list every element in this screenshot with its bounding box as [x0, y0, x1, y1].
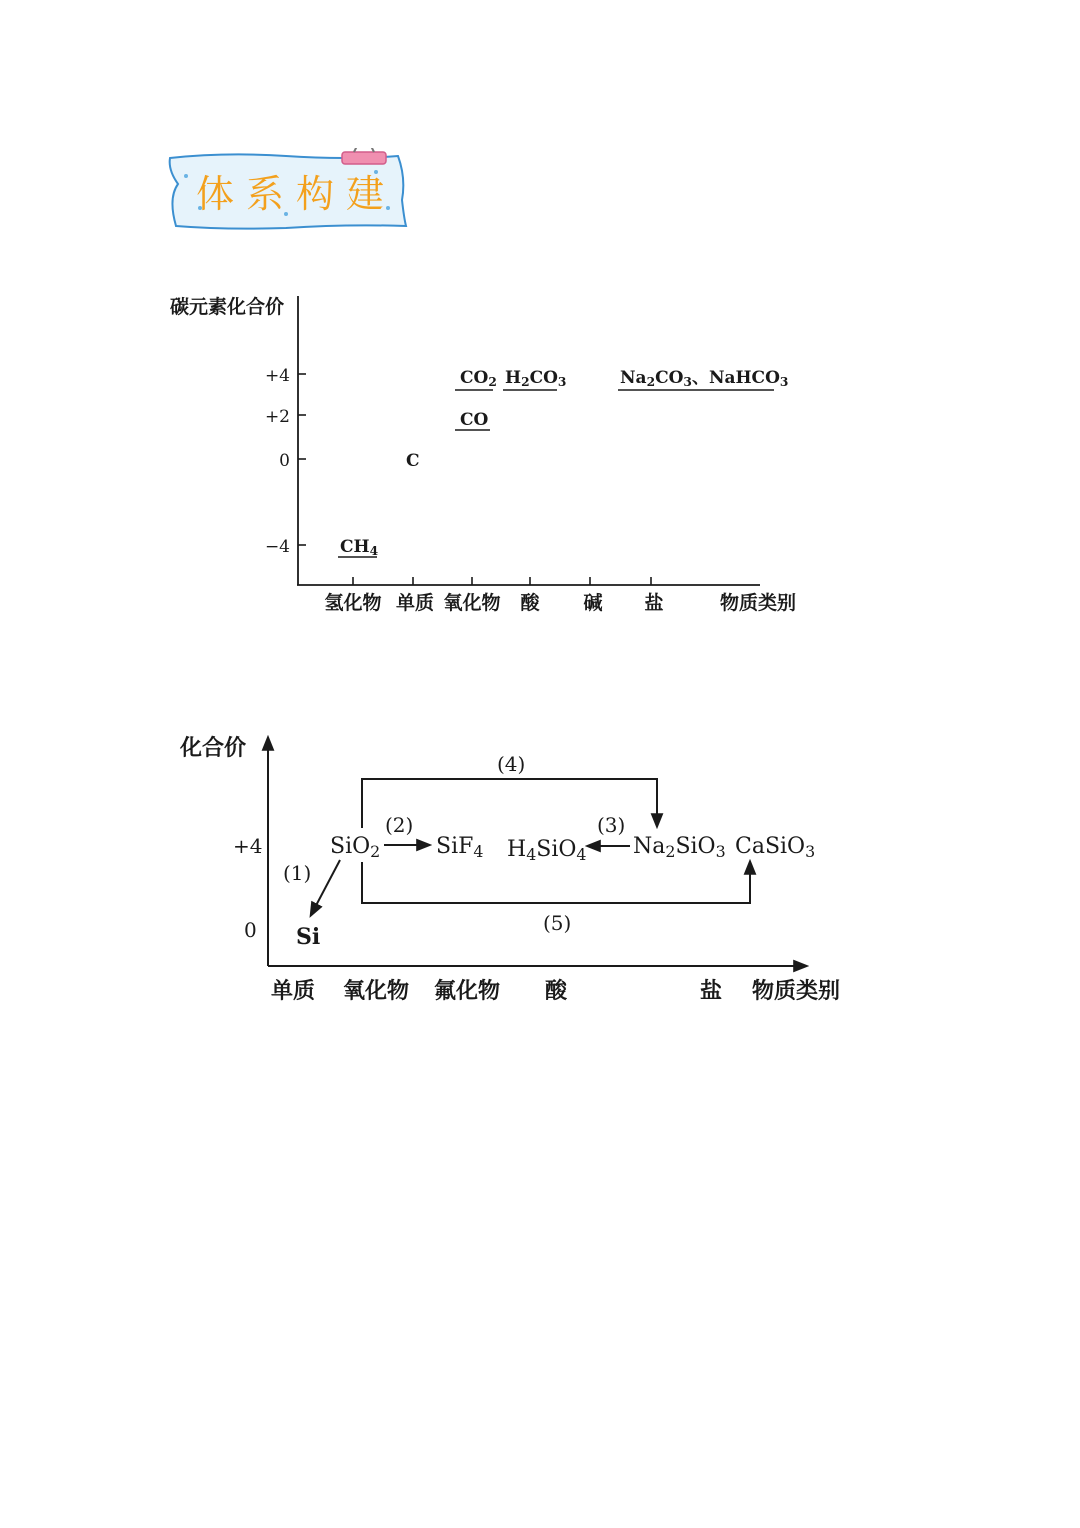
carbon-y-tick-plus4: +4	[264, 366, 290, 386]
reaction-1-arrow	[311, 860, 340, 915]
silicon-sif4: SiF4	[436, 834, 484, 861]
carbon-x-category-salt: 盐	[644, 592, 664, 614]
carbon-x-category-base: 碱	[583, 592, 603, 614]
carbon-y-axis-label: 碳元素化合价	[170, 296, 285, 318]
silicon-h4sio4: H4SiO4	[507, 837, 587, 864]
silicon-sio2: SiO2	[330, 834, 381, 861]
silicon-y-tick-0: 0	[244, 918, 257, 942]
silicon-x-category-fluoride: 氟化物	[433, 978, 501, 1004]
carbon-x-axis-label: 物质类别	[719, 592, 797, 614]
silicon-casio3: CaSiO3	[735, 834, 816, 861]
silicon-x-category-salt: 盐	[699, 978, 723, 1004]
silicon-x-category-oxide: 氧化物	[342, 978, 410, 1004]
reaction-5-arrow	[362, 862, 750, 903]
silicon-x-category-acid: 酸	[544, 978, 568, 1004]
carbon-y-tick-0: 0	[279, 451, 290, 471]
carbon-co2: CO2	[460, 368, 497, 389]
carbon-h2co3: H2CO3	[505, 368, 567, 389]
section-title: 体系构建	[196, 172, 397, 216]
reaction-4-label: (4)	[497, 752, 526, 776]
carbon-x-category-oxide: 氧化物	[443, 592, 501, 614]
silicon-y-axis-label: 化合价	[180, 735, 247, 761]
reaction-5-label: (5)	[543, 911, 572, 935]
carbon-y-tick-minus4: −4	[264, 537, 290, 557]
reaction-3-label: (3)	[597, 813, 626, 837]
carbon-co: CO	[460, 410, 489, 430]
carbon-c: C	[406, 451, 420, 471]
carbon-x-category-element: 单质	[395, 592, 435, 614]
silicon-x-axis-label: 物质类别	[751, 978, 841, 1004]
carbon-x-category-hydride: 氢化物	[324, 592, 382, 614]
silicon-y-tick-plus4: +4	[233, 834, 263, 858]
carbon-na2co3-nahco3: Na2CO3、NaHCO3	[620, 368, 789, 389]
silicon-x-category-element: 单质	[270, 978, 316, 1004]
carbon-x-category-acid: 酸	[520, 592, 540, 614]
carbon-ch4: CH4	[340, 537, 379, 558]
silicon-na2sio3: Na2SiO3	[633, 834, 726, 861]
reaction-2-label: (2)	[385, 813, 414, 837]
silicon-si: Si	[296, 924, 321, 950]
carbon-y-tick-plus2: +2	[264, 407, 290, 427]
reaction-1-label: (1)	[283, 861, 312, 885]
